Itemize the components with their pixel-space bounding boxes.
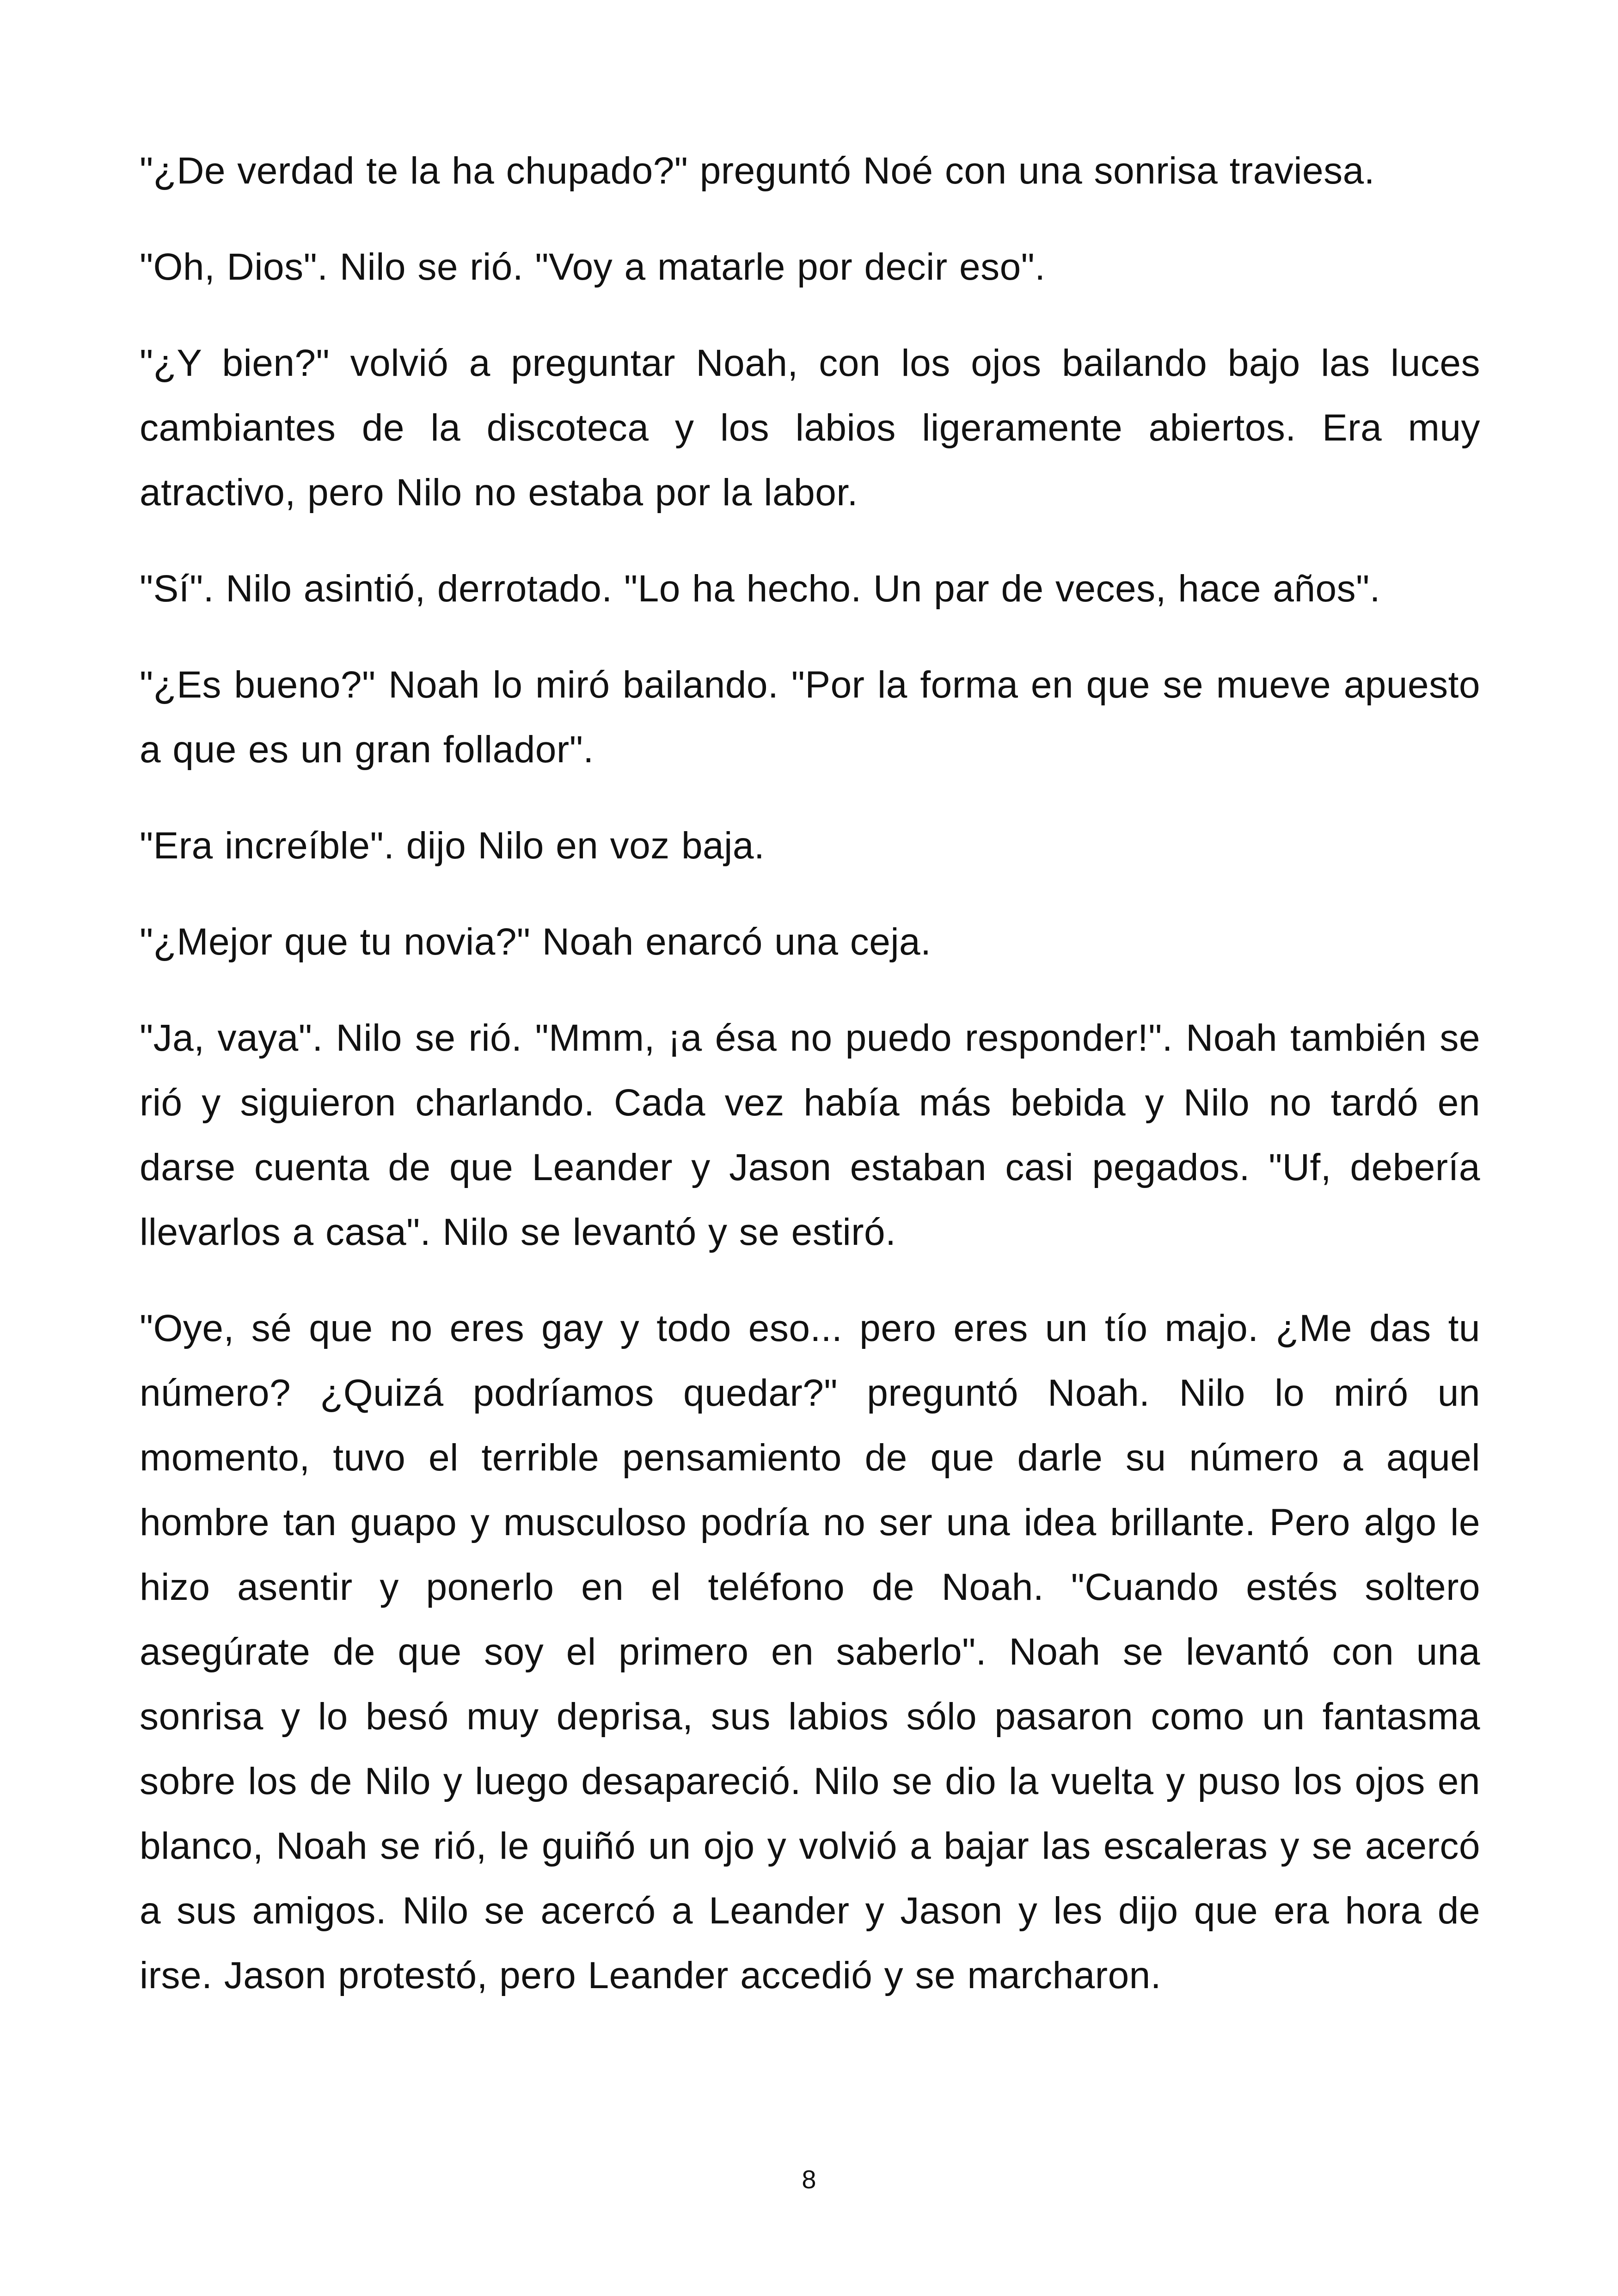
paragraph-7: "¿Mejor que tu novia?" Noah enarcó una ceja. — [140, 921, 932, 963]
paragraph-6: "Era increíble". dijo Nilo en voz baja. — [140, 825, 765, 867]
paragraph-5: "¿Es bueno?" Noah lo miró bailando. "Por la forma en que se mueve apuesto a que es un gran follador". — [140, 664, 1480, 771]
paragraph-2: "Oh, Dios". Nilo se rió. "Voy a matarle por decir eso". — [140, 246, 1046, 288]
paragraph-8: "Ja, vaya". Nilo se rió. "Mmm, ¡a ésa no puedo responder!". Noah también se rió y siguieron charlando. Cada vez había más bebida y Nilo no tardó en darse cuenta de que Leander y Jason estaban casi pegados. "Uf, debería llevarlos a casa". Nilo se levantó y se estiró. — [140, 1017, 1480, 1253]
page-number: 8 — [802, 2165, 816, 2194]
paragraph-4: "Sí". Nilo asintió, derrotado. "Lo ha hecho. Un par de veces, hace años". — [140, 568, 1381, 610]
paragraph-9: "Oye, sé que no eres gay y todo eso... pero eres un tío majo. ¿Me das tu número? ¿Quizá podríamos quedar?" preguntó Noah. Nilo lo miró un momento, tuvo el terrible pensamiento de que darle su número a aquel hombre tan guapo y musculoso podría no ser una idea brillante. Pero algo le hizo asentir y ponerlo en el teléfono de Noah. "Cuando estés soltero asegúrate de que soy el primero en saberlo". Noah se levantó con una sonrisa y lo besó muy deprisa, sus labios sólo pasaron como un fantasma sobre los de Nilo y luego desapareció. Nilo se dio la vuelta y puso los ojos en blanco, Noah se rió, le guiñó un ojo y volvió a bajar las escaleras y se acercó a sus amigos. Nilo se acercó a Leander y Jason y les dijo que era hora de irse. Jason protestó, pero Leander accedió y se marcharon. — [140, 1307, 1480, 1996]
body-text — [140, 139, 1480, 2039]
paragraph-1: "¿De verdad te la ha chupado?" preguntó Noé con una sonrisa traviesa. — [140, 150, 1375, 192]
paragraph-3: "¿Y bien?" volvió a preguntar Noah, con los ojos bailando bajo las luces cambiantes de la discoteca y los labios ligeramente abiertos. Era muy atractivo, pero Nilo no estaba por la labor. — [140, 342, 1480, 514]
